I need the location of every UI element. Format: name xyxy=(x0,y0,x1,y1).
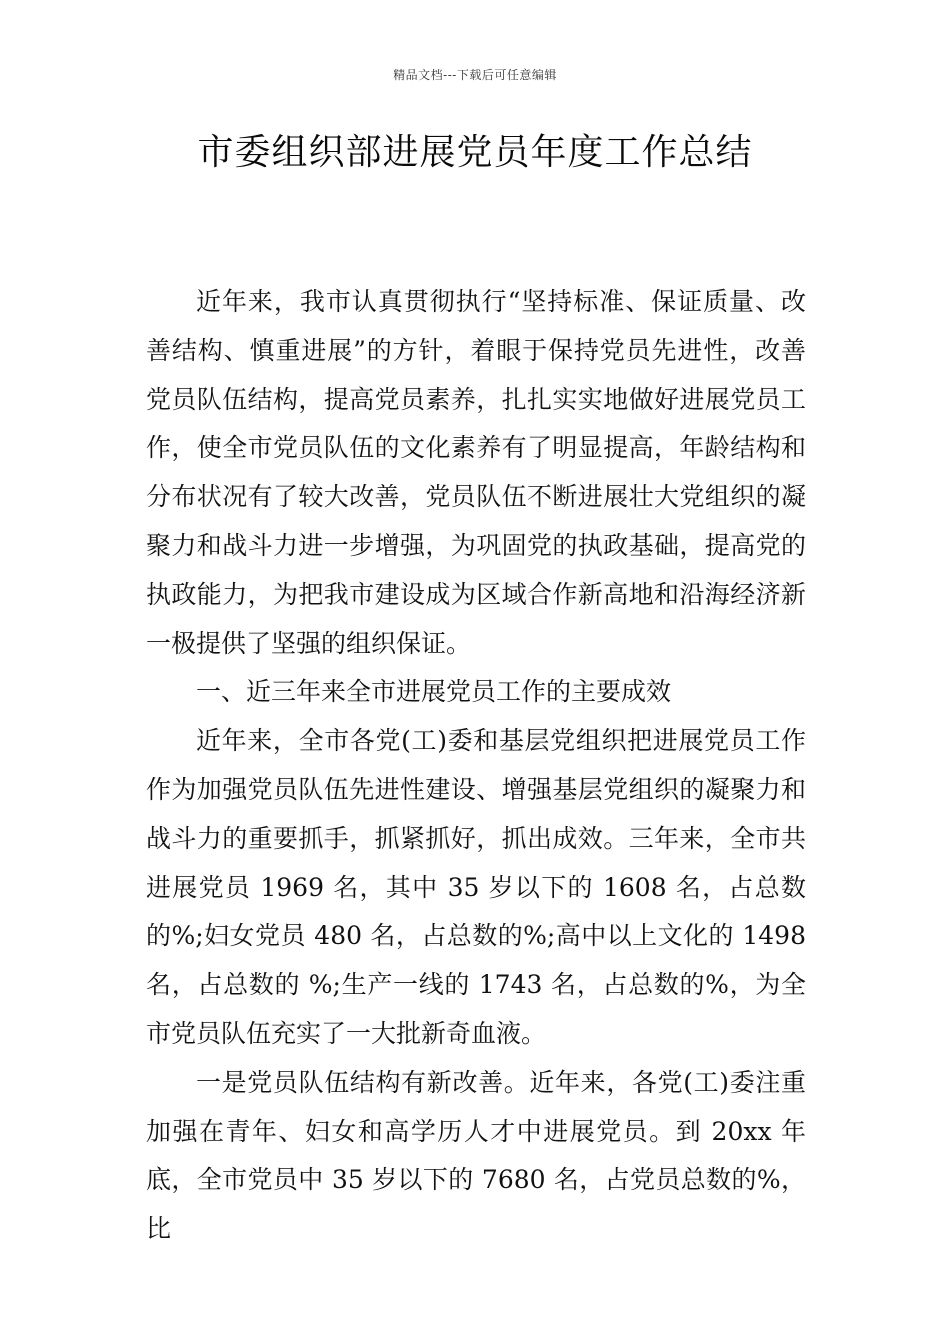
paragraph-achievements: 近年来，全市各党(工)委和基层党组织把进展党员工作作为加强党员队伍先进性建设、增强基层党组织的凝聚力和战斗力的重要抓手，抓紧抓好，抓出成效。三年来，全市共进展党员 1969 名，其中 35 岁以下的 1608 名，占总数的%;妇女党员 480 名，占总数的%;高中以上文化的 1498 名，占总数的 %;生产一线的 1743 名，占总数的%，为全市党员队伍充实了一大批新奇血液。 xyxy=(146,726,806,1048)
document-body xyxy=(146,278,806,1254)
paragraph-intro: 近年来，我市认真贯彻执行“坚持标准、保证质量、改善结构、慎重进展”的方针，着眼于保持党员先进性，改善党员队伍结构，提高党员素养，扎扎实实地做好进展党员工作，使全市党员队伍的文化素养有了明显提高，年龄结构和分布状况有了较大改善，党员队伍不断进展壮大党组织的凝聚力和战斗力进一步增强，为巩固党的执政基础，提高党的执政能力，为把我市建设成为区域合作新高地和沿海经济新一极提供了坚强的组织保证。 xyxy=(146,287,806,658)
header-note: 精品文档---下载后可任意编辑 xyxy=(393,68,557,82)
section-heading-1: 一、近三年来全市进展党员工作的主要成效 xyxy=(196,677,672,707)
document-title: 市委组织部进展党员年度工作总结 xyxy=(197,132,753,173)
paragraph-structure: 一是党员队伍结构有新改善。近年来，各党(工)委注重加强在青年、妇女和高学历人才中进展党员。到 20xx 年底，全市党员中 35 岁以下的 7680 名，占党员总数的%，比 xyxy=(146,1067,806,1244)
